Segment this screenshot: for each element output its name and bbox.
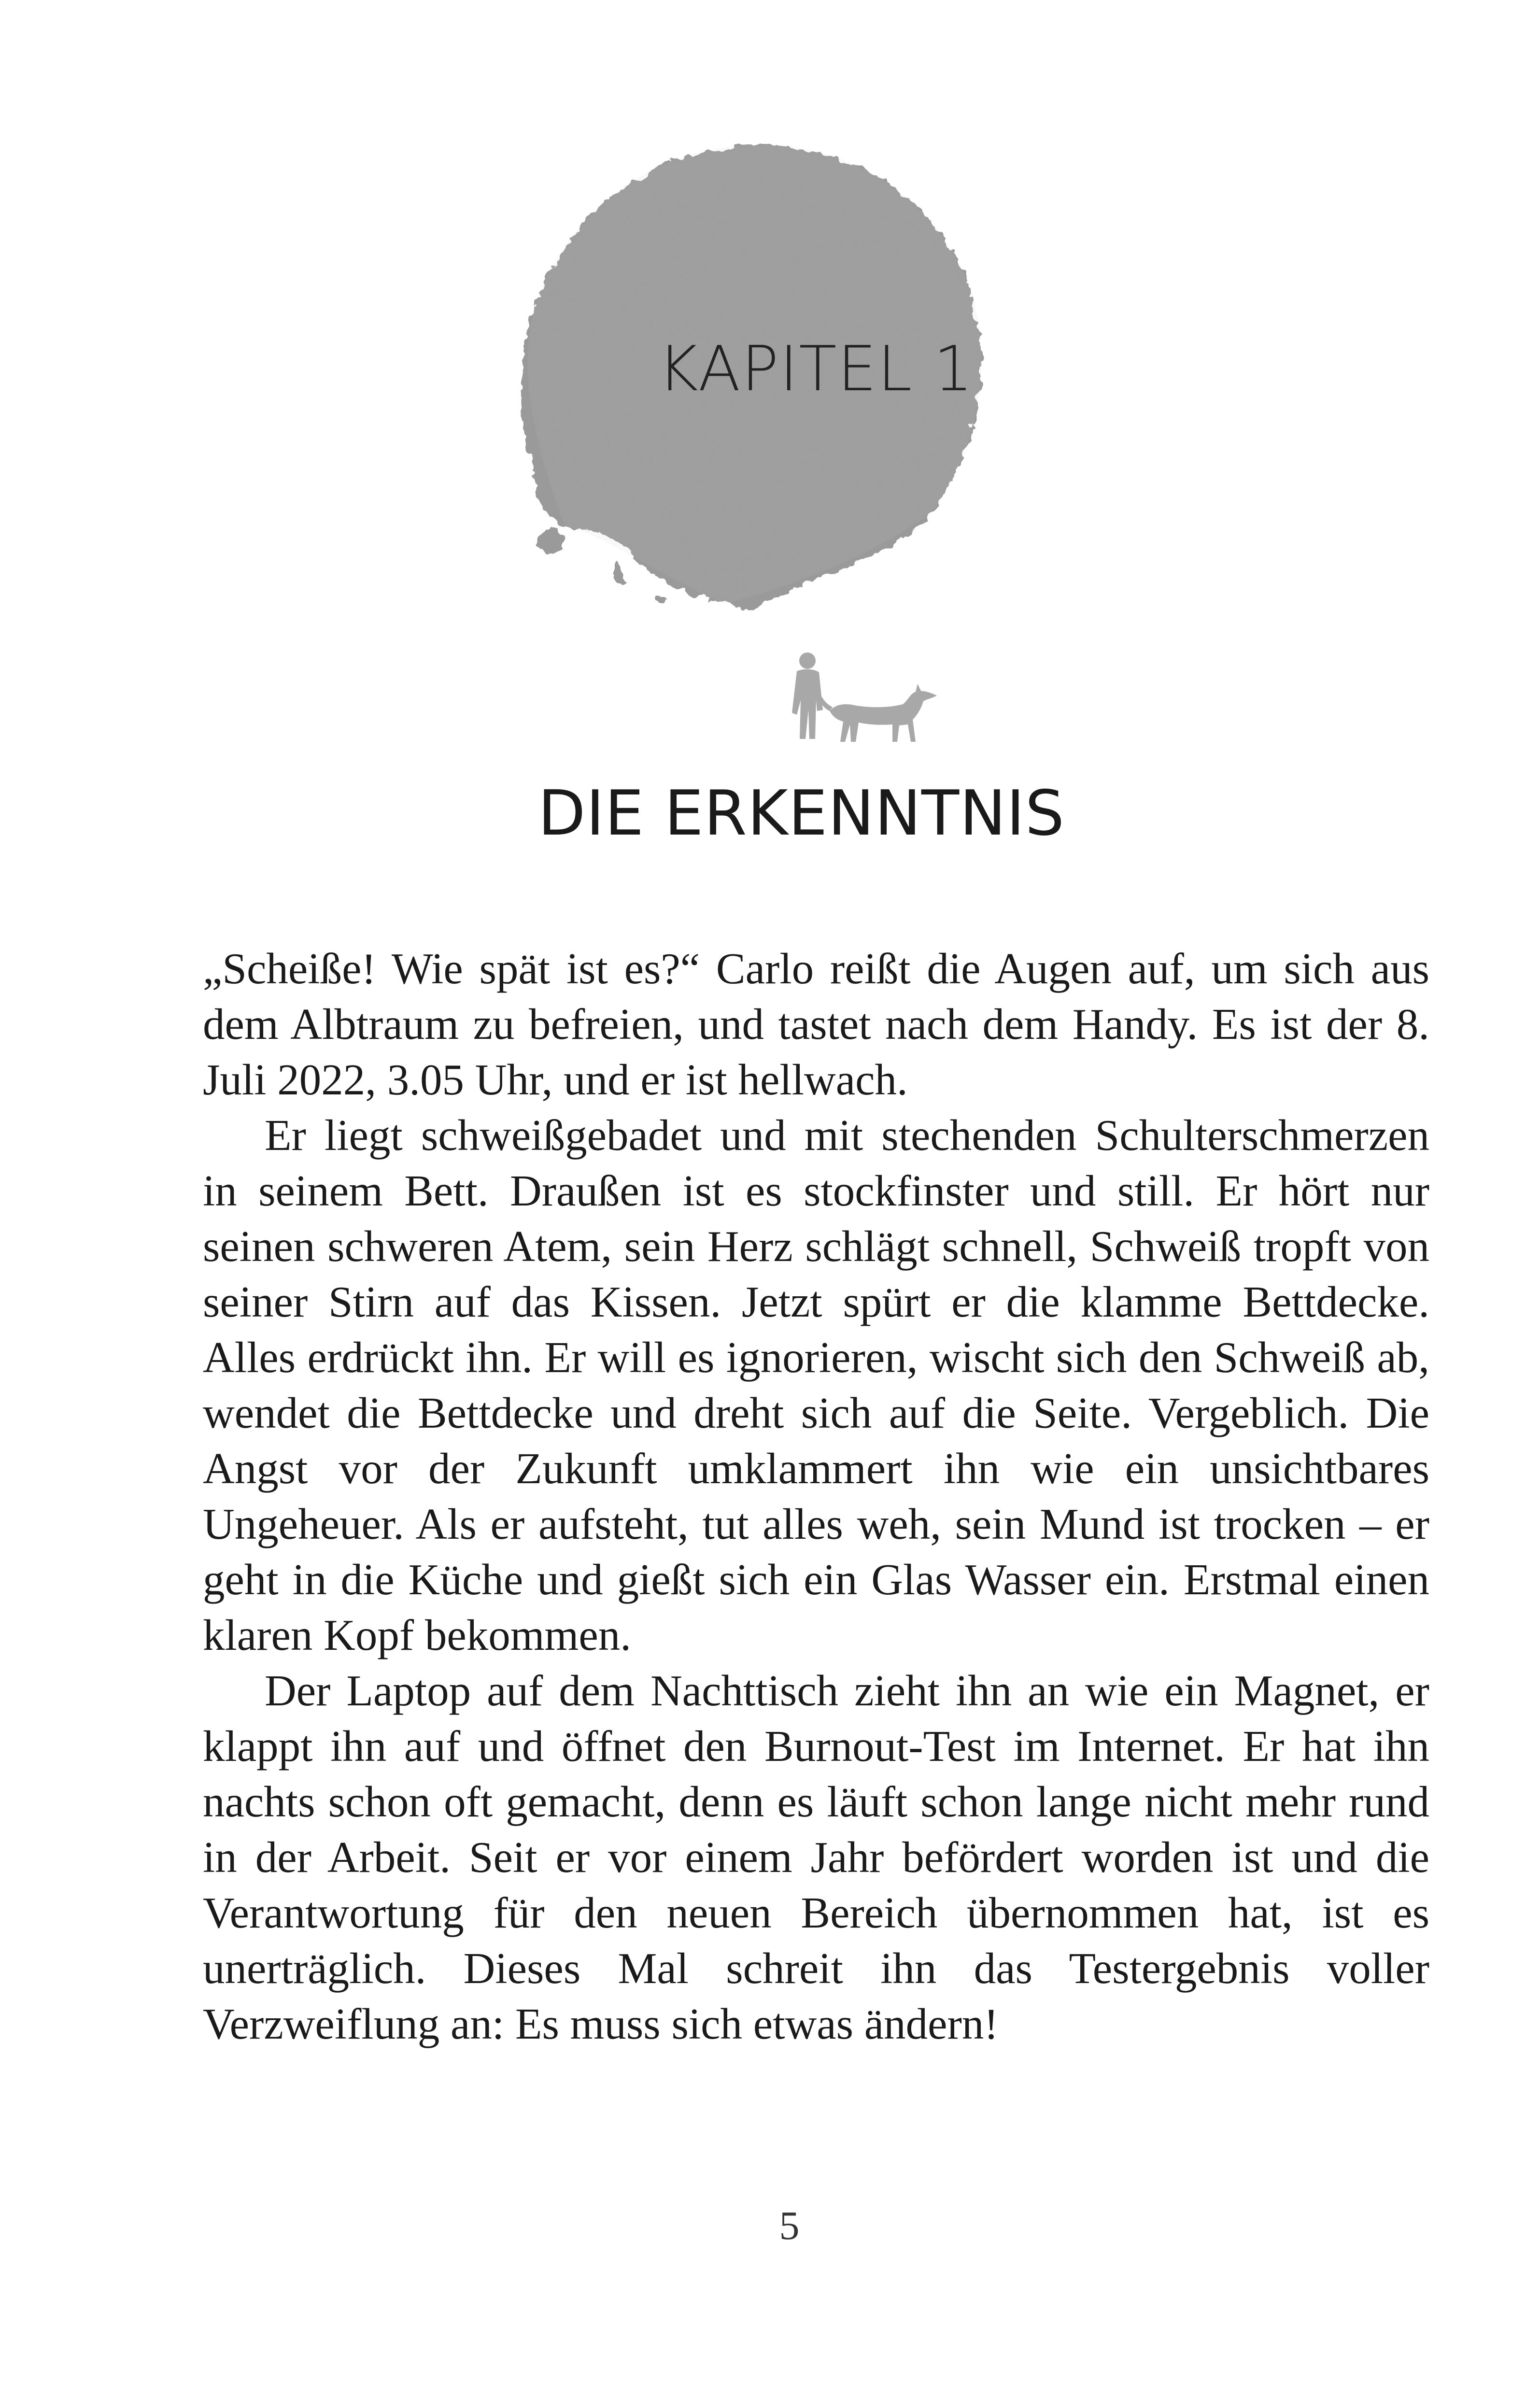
dog-icon (820, 684, 937, 742)
body-text (203, 941, 1429, 2052)
paragraph: Er liegt schweißgebadet und mit stechenden Schulterschmerzen in seinem Bett. Draußen ist es stockfinster und still. Er hört nur seinen schweren Atem, sein Herz schlägt schnell, Schweiß tropft von seiner Stirn auf das Kissen. Jetzt spürt er die klamme Bettdecke. Alles erdrückt ihn. Er will es ignorieren, wischt sich den Schweiß ab, wendet die Bettdecke und dreht sich auf die Seite. Vergeblich. Die Angst vor der Zukunft umklammert ihn wie ein unsichtbares Ungeheuer. Als er aufsteht, tut alles weh, sein Mund ist trocken – er geht in die Küche und gießt sich ein Glas Wasser ein. Erstmal einen klaren Kopf bekommen. (203, 1111, 1429, 1659)
walking-man-icon (792, 652, 823, 739)
paragraph: Der Laptop auf dem Nachttisch zieht ihn an wie ein Magnet, er klappt ihn auf und öffnet den Burnout-Test im Internet. Er hat ihn nachts schon oft gemacht, denn es läuft schon lange nicht mehr rund in der Arbeit. Seit er vor einem Jahr befördert worden ist und die Verantwortung für den neuen Bereich übernommen hat, ist es unerträglich. Dieses Mal schreit ihn das Testergebnis voller Verzweiflung an: Es muss sich etwas ändern! (203, 1666, 1429, 2048)
walking-man-with-dog-icon (773, 647, 956, 773)
chapter-label: KAPITEL 1 (658, 333, 974, 405)
chapter-title: DIE ERKENNTNIS (538, 778, 1065, 850)
paragraph: „Scheiße! Wie spät ist es?“ Carlo reißt die Augen auf, um sich aus dem Albtraum zu befreien, und tastet nach dem Handy. Es ist der 8. Juli 2022, 3.05 Uhr, und er ist hellwach. (203, 944, 1429, 1104)
page-number: 5 (779, 2203, 800, 2248)
